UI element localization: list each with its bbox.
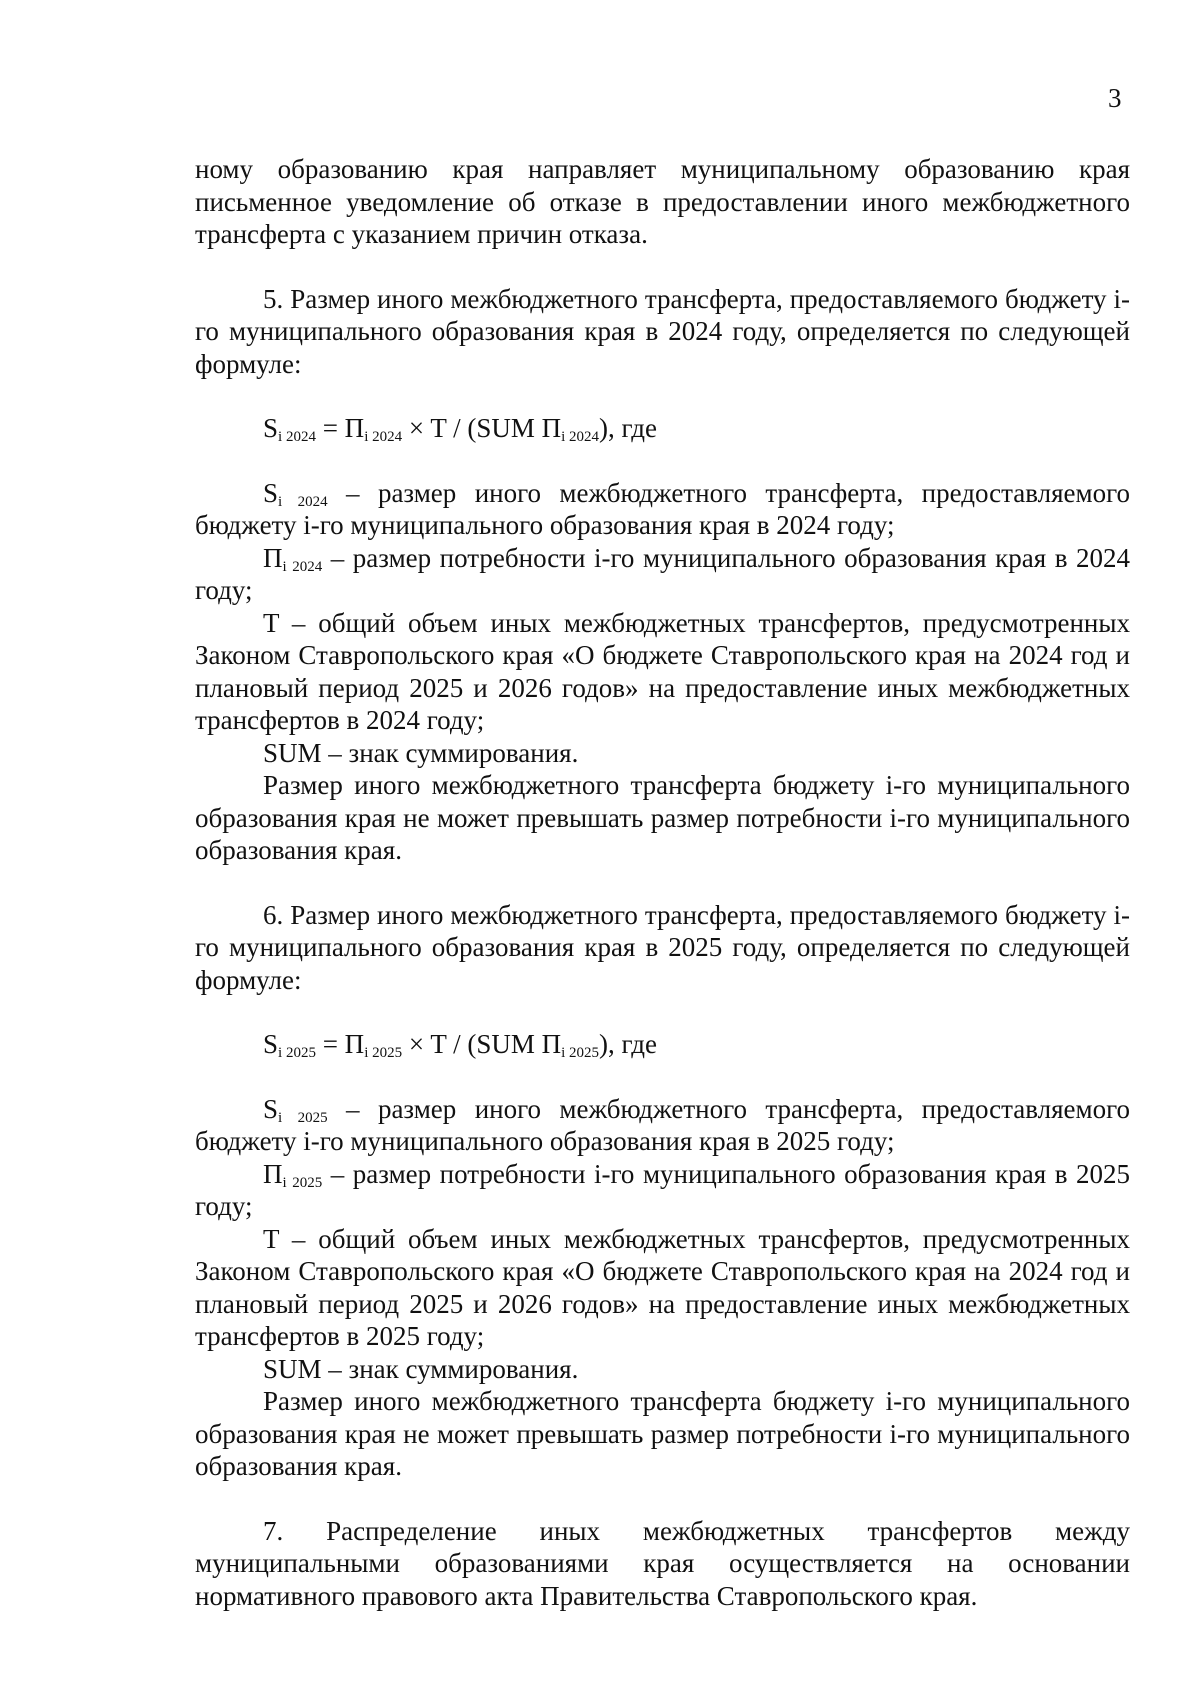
section-5-limit: Размер иного межбюджетного трансферта бюджету i-го муниципального образования края не может превышать размер потребности i-го муниципального образования края. xyxy=(195,770,1130,865)
section-5-def-s: $S_{i 2024}$ – размер иного межбюджетного трансферта, предоставляемого бюджету i-го муниципального образования края в 2024 году; xyxy=(195,477,1131,540)
section-6-def-t: T – общий объем иных межбюджетных трансфертов, предусмотренных Законом Ставропольского края «О бюджете Ставропольского края на 2024 год и плановый период 2025 и 2026 годов» на предоставление иных межбюджетных трансфертов в 2025 году; xyxy=(195,1223,1130,1351)
section-6-formula: $S_{i 2025} = П_{i 2025} \times T / (SUM$ $П_{i 2025}$), где xyxy=(263,1029,657,1061)
section-6-limit: Размер иного межбюджетного трансферта бюджету i-го муниципального образования края не может превышать размер потребности i-го муниципального образования края. xyxy=(195,1386,1130,1481)
intro-paragraph: ному образованию края направляет муниципальному образованию края письменное уведомление об отказе в предоставлении иного межбюджетного трансферта с указанием причин отказа. xyxy=(195,154,1130,249)
section-6 xyxy=(195,899,1130,1483)
section-6-intro: 6. Размер иного межбюджетного трансферта, предоставляемого бюджету i-го муниципального образования края в 2025 году, определяется по следующей формуле: xyxy=(195,899,1130,995)
section-6-def-s: $S_{i 2025}$ – размер иного межбюджетного трансферта, предоставляемого бюджету i-го муниципального образования края в 2025 году; xyxy=(195,1093,1131,1156)
section-5-intro: 5. Размер иного межбюджетного трансферта, предоставляемого бюджету i-го муниципального образования края в 2024 году, определяется по следующей формуле: xyxy=(195,283,1130,379)
section-6-def-sum: SUM – знак суммирования. xyxy=(263,1353,579,1384)
section-5-def-sum: SUM – знак суммирования. xyxy=(263,737,579,768)
section-6-def-pi: $П_{i 2025}$ – размер потребности i-го муниципального образования края в 2025 году; xyxy=(195,1158,1130,1221)
section-5-def-pi: $П_{i 2024}$ – размер потребности i-го муниципального образования края в 2024 году; xyxy=(195,542,1130,605)
section-5-def-t: T – общий объем иных межбюджетных трансфертов, предусмотренных Законом Ставропольского края «О бюджете Ставропольского края на 2024 год и плановый период 2025 и 2026 годов» на предоставление иных межбюджетных трансфертов в 2024 году; xyxy=(195,607,1130,735)
section-7-paragraph: 7. Распределение иных межбюджетных трансфертов между муниципальными образованиями края осуществляется на основании нормативного правового акта Правительства Ставропольского края. xyxy=(195,1515,1130,1611)
section-5-formula: $S_{i 2024} = П_{i 2024} \times T / (SUM$ $П_{i 2024}$), где xyxy=(263,413,657,445)
section-5 xyxy=(195,283,1130,867)
document-body xyxy=(195,153,1130,1612)
page-number: 3 xyxy=(1108,83,1122,113)
